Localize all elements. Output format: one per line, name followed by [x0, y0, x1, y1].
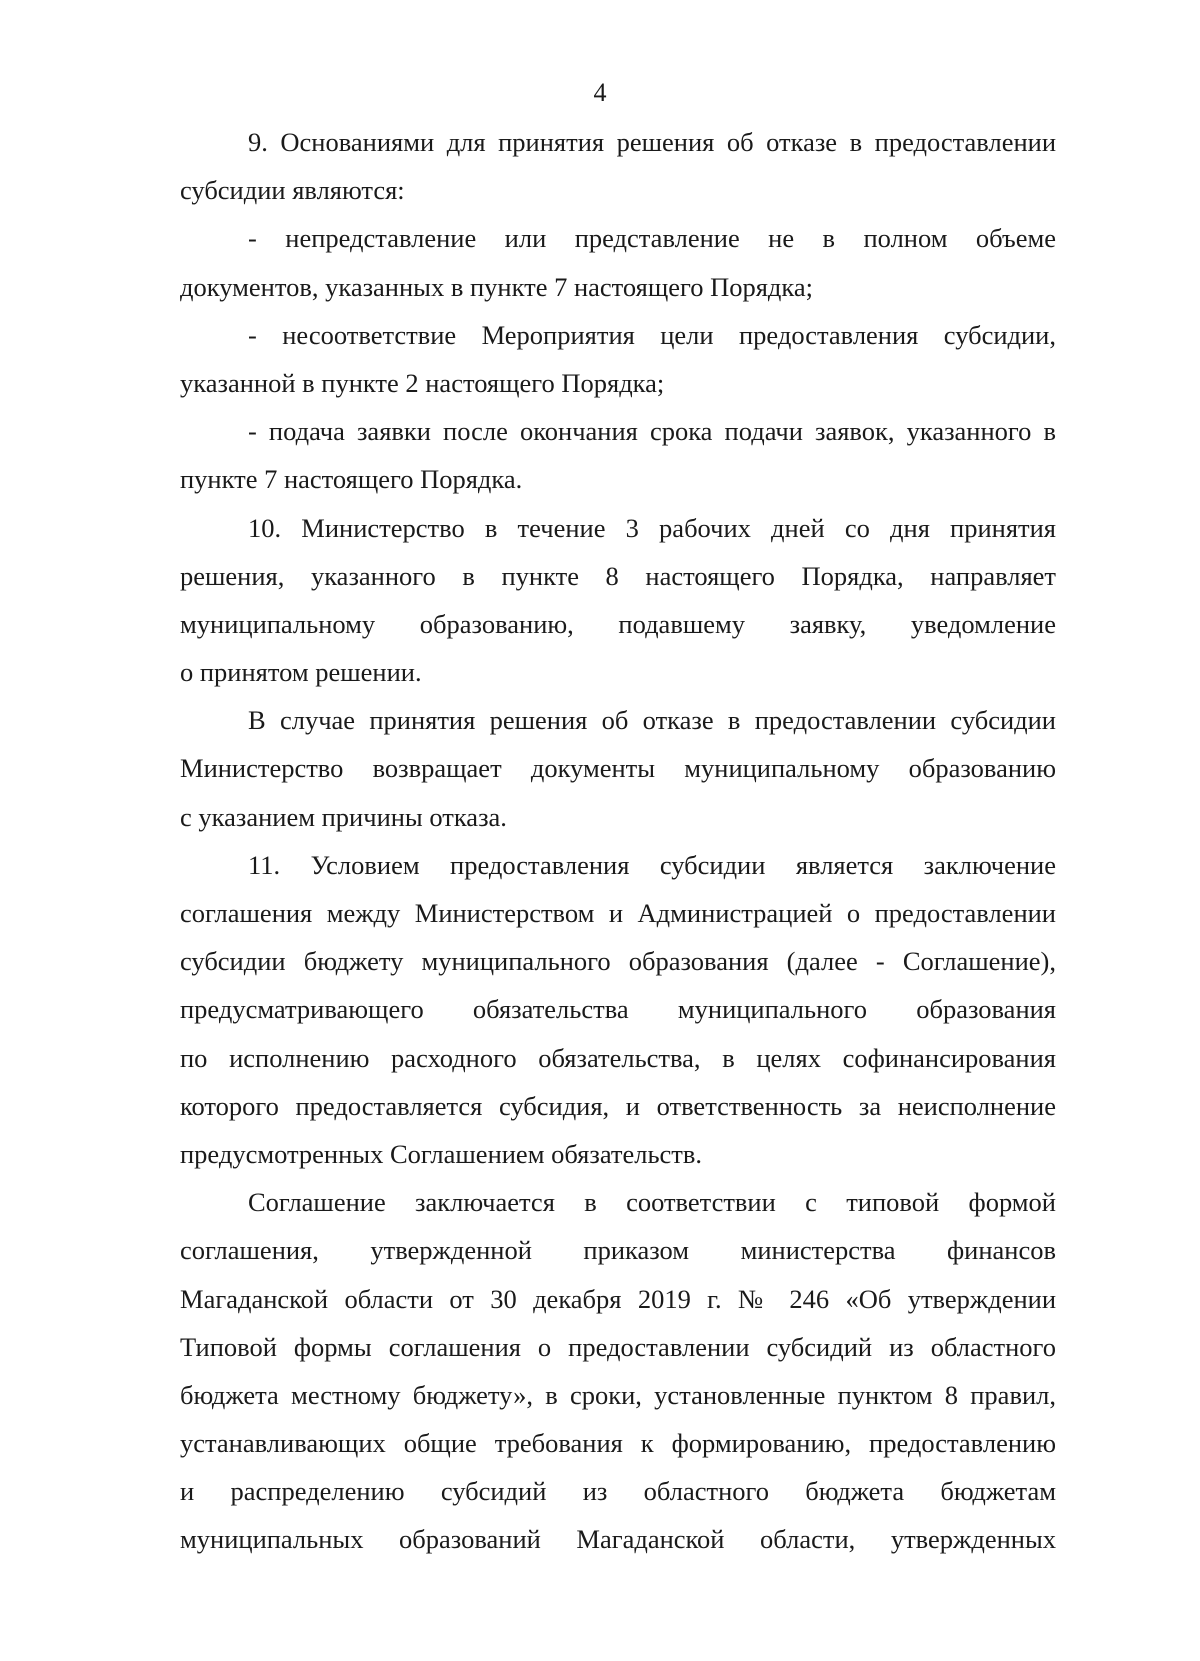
text-line: - несоответствие Мероприятия цели предоставления субсидии, [248, 319, 1056, 350]
text-line: 9. Основаниями для принятия решения об отказе в предоставлении [248, 127, 1056, 157]
text-line: муниципальному образованию, подавшему заявку, уведомление [180, 608, 1056, 639]
text-line: с указанием причины отказа. [180, 801, 507, 832]
text-line: указанной в пункте 2 настоящего Порядка; [180, 367, 665, 398]
text-line: предусмотренных Соглашением обязательств. [180, 1138, 703, 1169]
text-line: бюджета местному бюджету», в сроки, установленные пунктом 8 правил, [180, 1379, 1056, 1410]
text-line: соглашения, утвержденной приказом министерства финансов [180, 1235, 1056, 1266]
text-line: документов, указанных в пункте 7 настоящего Порядка; [180, 271, 813, 302]
text-line: 11. Условием предоставления субсидии является заключение [248, 849, 1056, 880]
text-line: по исполнению расходного обязательства, в целях софинансирования [180, 1042, 1056, 1073]
text-line: решения, указанного в пункте 8 настоящего Порядка, направляет [180, 560, 1056, 591]
text-line: Министерство возвращает документы муниципальному образованию [180, 753, 1056, 784]
text-line: - непредставление или представление не в полном объеме [248, 223, 1056, 254]
text-line: Магаданской области от 30 декабря 2019 г. № 246 «Об утверждении [180, 1283, 1056, 1314]
text-line: 10. Министерство в течение 3 рабочих дней со дня принятия [248, 512, 1056, 543]
text-line: субсидии бюджету муниципального образования (далее - Соглашение), [180, 946, 1056, 977]
text-line: которого предоставляется субсидия, и ответственность за неисполнение [180, 1090, 1056, 1121]
text-line: Соглашение заключается в соответствии с типовой формой [248, 1187, 1056, 1218]
text-line: Типовой формы соглашения о предоставлении субсидий из областного [180, 1331, 1056, 1362]
text-line: и распределению субсидий из областного бюджета бюджетам [180, 1476, 1056, 1507]
page-number: 4 [593, 78, 607, 107]
text-line: о принятом решении. [180, 657, 422, 688]
text-line: пункте 7 настоящего Порядка. [180, 464, 523, 495]
text-line: муниципальных образований Магаданской области, утвержденных [180, 1524, 1056, 1555]
text-line: соглашения между Министерством и Администрацией о предоставлении [180, 898, 1056, 928]
text-line: В случае принятия решения об отказе в предоставлении субсидии [248, 705, 1056, 736]
text-line: - подача заявки после окончания срока подачи заявок, указанного в [248, 416, 1056, 447]
text-line: субсидии являются: [180, 175, 405, 206]
text-line: устанавливающих общие требования к формированию, предоставлению [180, 1428, 1056, 1459]
text-line: предусматривающего обязательства муниципального образования [180, 994, 1056, 1025]
document-body [180, 118, 1056, 1564]
